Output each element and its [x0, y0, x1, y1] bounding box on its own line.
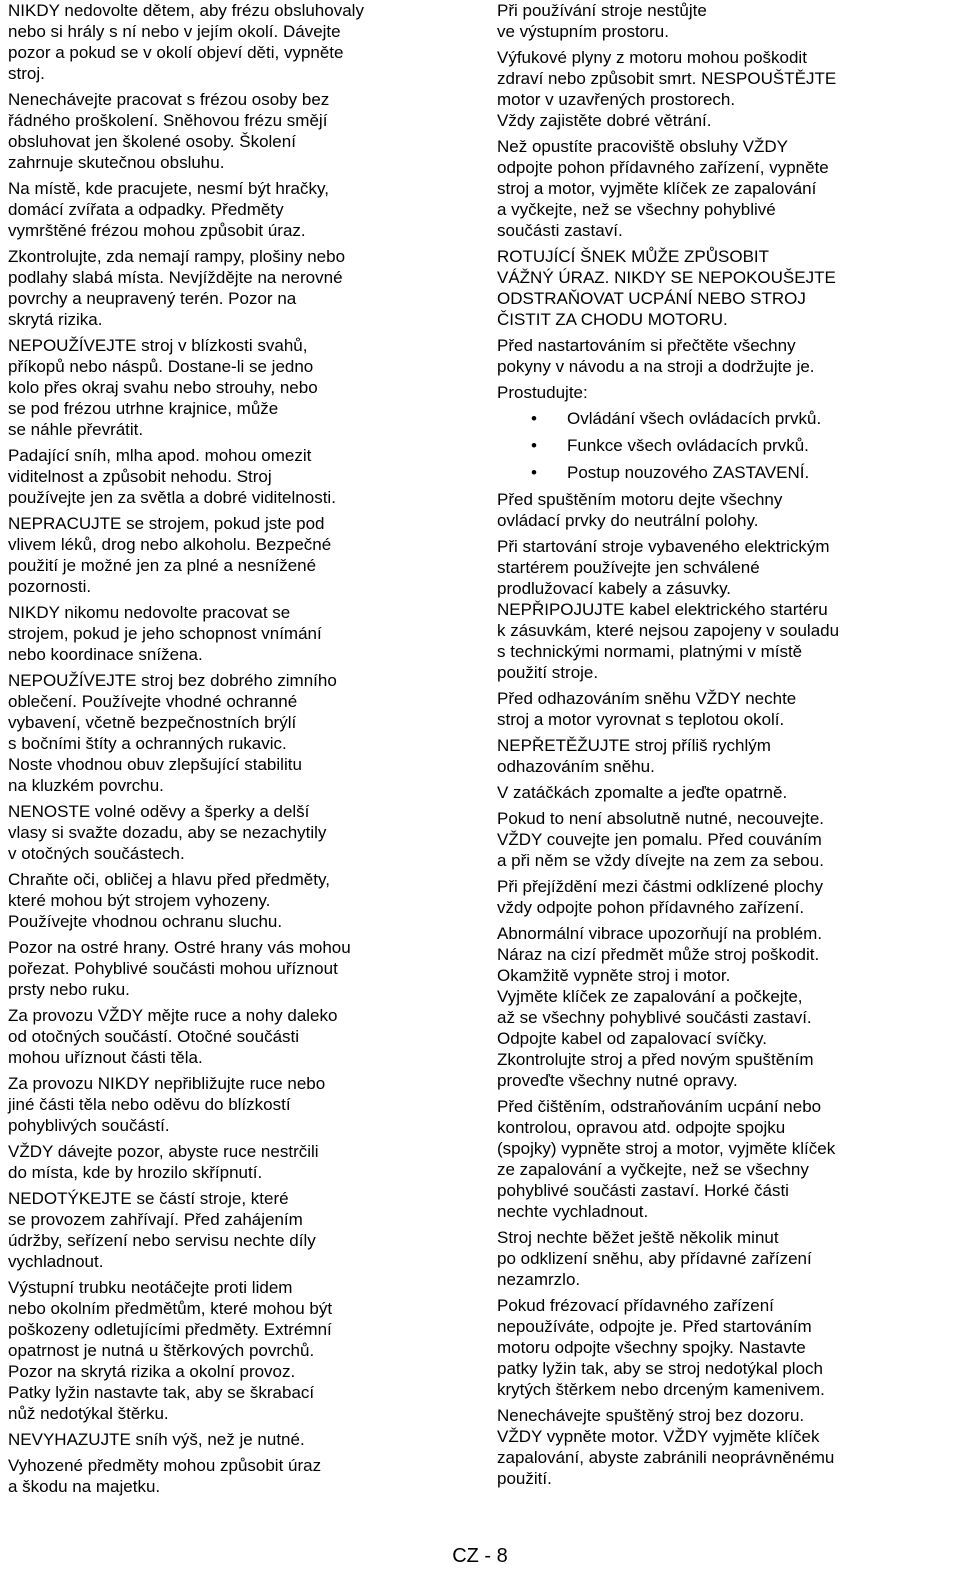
list-item-text: Postup nouzového ZASTAVENÍ.	[567, 463, 810, 482]
paragraph: NEPRACUJTE se strojem, pokud jste pod vlivem léků, drog nebo alkoholu. Bezpečné použití je možné jen za plné a nesnížené pozornosti.	[8, 514, 332, 596]
paragraph: Chraňte oči, obličej a hlavu před předměty, které mohou být strojem vyhozeny. Používejte vhodnou ochranu sluchu.	[8, 870, 330, 931]
list-item-text: Funkce všech ovládacích prvků.	[567, 436, 809, 455]
paragraph: Než opustíte pracoviště obsluhy VŽDY odpojte pohon přídavného zařízení, vypněte stroj a motor, vyjměte klíček ze zapalování a vyčkejte, než se všechny pohyblivé součásti zastaví.	[497, 137, 829, 240]
page-number: CZ - 8	[452, 1545, 508, 1567]
paragraph: Před odhazováním sněhu VŽDY nechte stroj a motor vyrovnat s teplotou okolí.	[497, 689, 797, 729]
paragraph: NIKDY nedovolte dětem, aby frézu obsluhovaly nebo si hrály s ní nebo v jejím okolí. Dávejte pozor a pokud se v okolí objeví děti, vypněte stroj.	[8, 1, 364, 83]
paragraph: Nenechávejte pracovat s frézou osoby bez řádného proškolení. Sněhovou frézu smějí obsluhovat jen školené osoby. Školení zahrnuje skutečnou obsluhu.	[8, 90, 330, 172]
left-column	[8, 0, 466, 1502]
paragraph: Nenechávejte spuštěný stroj bez dozoru. VŽDY vypněte motor. VŽDY vyjměte klíček zapalování, abyste zabránili neoprávněnému použití.	[497, 1406, 835, 1488]
paragraph: Před nastartováním si přečtěte všechny pokyny v návodu a na stroji a dodržujte je.	[497, 336, 815, 376]
paragraph: Za provozu NIKDY nepřibližujte ruce nebo jiné části těla nebo oděvu do blízkostí pohyblivých součástí.	[8, 1074, 326, 1135]
paragraph: Za provozu VŽDY mějte ruce a nohy daleko od otočných součástí. Otočné součásti mohou uříznout části těla.	[8, 1006, 338, 1067]
paragraph: Abnormální vibrace upozorňují na problém. Náraz na cizí předmět může stroj poškodit. Okamžitě vypněte stroj i motor. Vyjměte klíček ze zapalování a počkejte, až se všechny pohyblivé součásti zastaví. Odpojte kabel od zapalovací svíčky. Zkontrolujte stroj a před novým spuštěním proveďte všechny nutné opravy.	[497, 924, 823, 1090]
paragraph: NIKDY nikomu nedovolte pracovat se strojem, pokud je jeho schopnost vnímání nebo koordinace snížena.	[8, 603, 322, 664]
paragraph: Padající sníh, mlha apod. mohou omezit viditelnost a způsobit nehodu. Stroj používejte jen za světla a dobré viditelnosti.	[8, 446, 336, 507]
paragraph: VŽDY dávejte pozor, abyste ruce nestrčili do místa, kde by hrozilo skřípnutí.	[8, 1142, 319, 1182]
study-list	[497, 408, 952, 483]
paragraph: Pozor na ostré hrany. Ostré hrany vás mohou pořezat. Pohyblivé součásti mohou uříznout prsty nebo ruku.	[8, 938, 351, 999]
list-item	[497, 408, 952, 429]
paragraph: ROTUJÍCÍ ŠNEK MŮŽE ZPŮSOBIT VÁŽNÝ ÚRAZ. NIKDY SE NEPOKOUŠEJTE ODSTRAŇOVAT UCPÁNÍ NEBO STROJ ČISTIT ZA CHODU MOTORU.	[497, 247, 836, 329]
paragraph: Výstupní trubku neotáčejte proti lidem nebo okolním předmětům, které mohou být poškozeny odletujícími předměty. Extrémní opatrnost je nutná u štěrkových povrchů. Pozor na skrytá rizika a okolní provoz. Patky lyžin nastavte tak, aby se škrabací nůž nedotýkal štěrku.	[8, 1278, 333, 1423]
paragraph: Pokud to není absolutně nutné, necouvejte. VŽDY couvejte jen pomalu. Před couváním a při něm se vždy dívejte na zem za sebou.	[497, 809, 825, 870]
list-item	[497, 435, 952, 456]
paragraph: NEPŘETĚŽUJTE stroj příliš rychlým odhazováním sněhu.	[497, 736, 771, 776]
paragraph: Zkontrolujte, zda nemají rampy, plošiny nebo podlahy slabá místa. Nevjíždějte na nerovné povrchy a neupravený terén. Pozor na skrytá rizika.	[8, 247, 346, 329]
bullet-icon: •	[531, 436, 537, 455]
paragraph: Vyhozené předměty mohou způsobit úraz a škodu na majetku.	[8, 1456, 322, 1496]
paragraph: V zatáčkách zpomalte a jeďte opatrně.	[497, 783, 788, 802]
study-heading: Prostudujte:	[497, 383, 588, 402]
list-item-text: Ovládání všech ovládacích prvků.	[567, 409, 822, 428]
paragraph: Před spuštěním motoru dejte všechny ovládací prvky do neutrální polohy.	[497, 490, 783, 530]
paragraph: Před čištěním, odstraňováním ucpání nebo kontrolou, opravou atd. odpojte spojku (spojky) vypněte stroj a motor, vyjměte klíček ze zapalování a vyčkejte, než se všechny pohyblivé součásti zastaví. Horké části nechte vychladnout.	[497, 1097, 836, 1221]
paragraph: Pokud frézovací přídavného zařízení nepoužíváte, odpojte je. Před startováním motoru odpojte všechny spojky. Nastavte patky lyžin tak, aby se stroj nedotýkal ploch krytých štěrkem nebo drceným kamenivem.	[497, 1296, 825, 1399]
bullet-icon: •	[531, 409, 537, 428]
paragraph: Při startování stroje vybaveného elektrickým startérem používejte jen schválené prodlužovací kabely a zásuvky. NEPŘIPOJUJTE kabel elektrického startéru k zásuvkám, které nejsou zapojeny v souladu s technickými normami, platnými v místě použití stroje.	[497, 537, 840, 682]
paragraph: Při přejíždění mezi částmi odklízené plochy vždy odpojte pohon přídavného zařízení.	[497, 877, 823, 917]
paragraph: Stroj nechte běžet ještě několik minut po odklizení sněhu, aby přídavné zařízení nezamrzlo.	[497, 1228, 812, 1289]
paragraph: Při používání stroje nestůjte ve výstupním prostoru.	[497, 1, 707, 41]
list-item	[497, 462, 952, 483]
bullet-icon: •	[531, 463, 537, 482]
paragraph: NEDOTÝKEJTE se částí stroje, které se provozem zahřívají. Před zahájením údržby, seřízení nebo servisu nechte díly vychladnout.	[8, 1189, 316, 1271]
paragraph: NEPOUŽÍVEJTE stroj v blízkosti svahů, příkopů nebo náspů. Dostane-li se jedno kolo přes okraj svahu nebo strouhy, nebo se pod frézou utrhne krajnice, může se náhle převrátit.	[8, 336, 318, 439]
paragraph: NEPOUŽÍVEJTE stroj bez dobrého zimního oblečení. Používejte vhodné ochranné vybavení, včetně bezpečnostních brýlí s bočními štíty a ochranných rukavic. Noste vhodnou obuv zlepšující stabilitu na kluzkém povrchu.	[8, 671, 337, 795]
right-column	[497, 0, 952, 1494]
paragraph: NENOSTE volné oděvy a šperky a delší vlasy si svažte dozadu, aby se nezachytily v otočných součástech.	[8, 802, 327, 863]
paragraph: Výfukové plyny z motoru mohou poškodit zdraví nebo způsobit smrt. NESPOUŠTĚJTE motor v uzavřených prostorech. Vždy zajistěte dobré větrání.	[497, 48, 837, 130]
paragraph: NEVYHAZUJTE sníh výš, než je nutné.	[8, 1430, 305, 1449]
paragraph: Na místě, kde pracujete, nesmí být hračky, domácí zvířata a odpadky. Předměty vymrštěné frézou mohou způsobit úraz.	[8, 179, 329, 240]
